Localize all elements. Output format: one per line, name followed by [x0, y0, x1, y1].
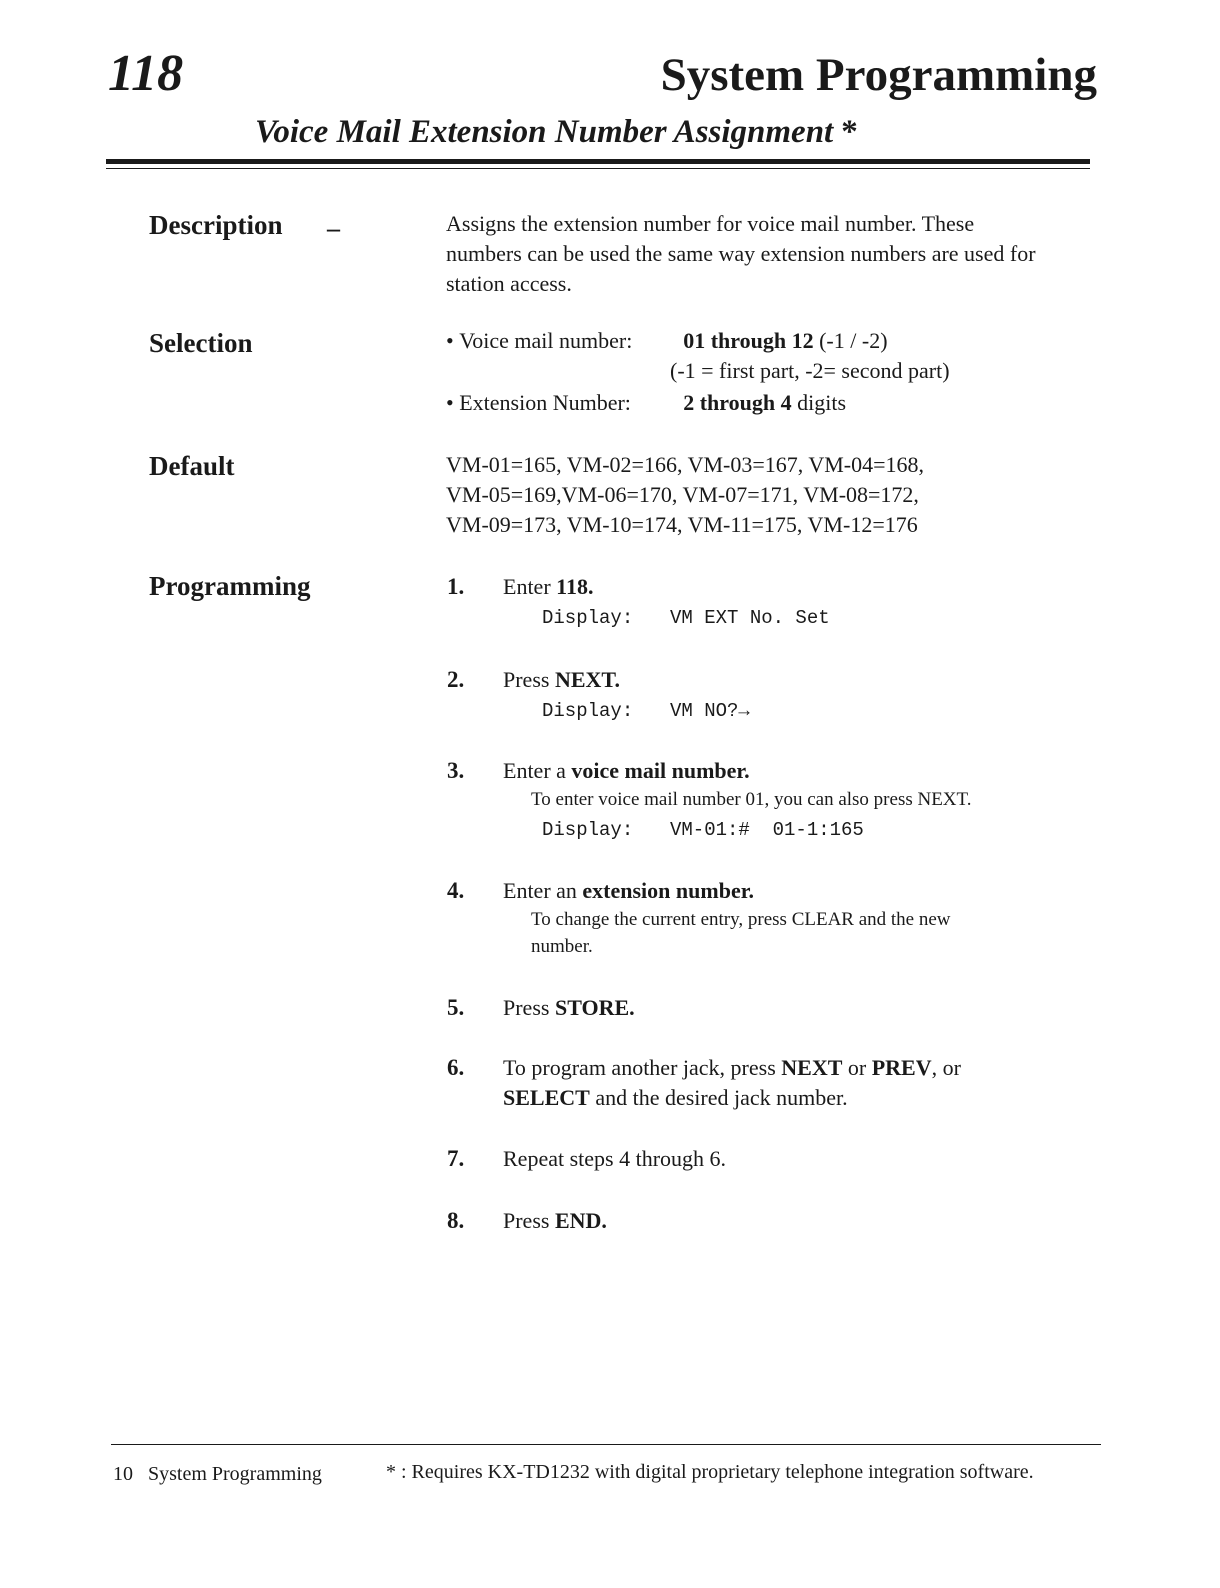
step-number: 3.	[447, 758, 465, 783]
step-key: voice mail number	[571, 758, 745, 783]
description-text	[446, 209, 1036, 299]
step-key: STORE	[554, 995, 630, 1020]
description-line: Assigns the extension number for voice mail number. These	[446, 211, 975, 236]
step-text	[503, 1206, 607, 1236]
selection-item-extension-number	[446, 388, 846, 418]
step-text-post: .	[748, 878, 754, 903]
step-text-pre: Enter	[503, 574, 557, 599]
step-text-pre: To program another jack, press	[503, 1055, 782, 1080]
description-line: numbers can be used the same way extension numbers are used for	[446, 241, 1036, 266]
selection-item-name: Extension Number:	[459, 390, 631, 415]
step-number: 4.	[447, 878, 465, 903]
selection-item-range: 01 through 12	[683, 328, 814, 353]
selection-item-suffix: (-1 / -2)	[813, 328, 888, 353]
step-text	[503, 756, 750, 786]
step-text: Repeat steps 4 through 6.	[503, 1146, 727, 1171]
display-value: VM EXT No. Set	[670, 607, 830, 629]
step-number: 7.	[447, 1146, 465, 1171]
selection-item-range: 2 through 4	[683, 390, 792, 415]
step-note-line: number.	[531, 936, 593, 957]
step-text-post: .	[744, 758, 750, 783]
footer-rule	[111, 1444, 1101, 1445]
bullet: •	[446, 390, 454, 415]
selection-item-voice-mail-number	[446, 326, 888, 356]
display-label: Display:	[542, 607, 634, 629]
footer-page-info	[113, 1464, 322, 1484]
step-text-line	[503, 1053, 961, 1083]
step-text	[503, 876, 754, 906]
description-dash: –	[327, 214, 340, 243]
step-key: END	[554, 1208, 602, 1233]
selection-item-suffix: digits	[791, 390, 847, 415]
selection-item-note	[670, 356, 950, 386]
selection-label: Selection	[149, 328, 253, 358]
display-label: Display:	[542, 819, 634, 841]
programming-label: Programming	[149, 571, 311, 601]
step-text-post: , or	[931, 1055, 961, 1080]
footer-note-text: : Requires KX-TD1232 with digital proprietary telephone integration software.	[396, 1461, 1034, 1483]
step-key: SELECT	[503, 1085, 590, 1110]
page-header-title: System Programming	[660, 49, 1097, 101]
step-text-pre: Press	[503, 1208, 555, 1233]
step-text-post: and the desired jack number.	[589, 1085, 848, 1110]
step-note	[531, 906, 951, 960]
step-text	[503, 572, 593, 602]
step-key: extension number	[582, 878, 749, 903]
selection-item-name: Voice mail number:	[459, 328, 633, 353]
step-number: 8.	[447, 1208, 465, 1233]
display-readout	[542, 817, 864, 843]
step-number: 6.	[447, 1055, 465, 1080]
default-line: VM-09=173, VM-10=174, VM-11=175, VM-12=176	[446, 512, 918, 537]
display-readout	[542, 698, 750, 724]
step-text-pre: Press	[503, 667, 555, 692]
step-note: To enter voice mail number 01, you can also press NEXT.	[531, 789, 972, 810]
step-text-pre: Press	[503, 995, 555, 1020]
step-text-pre: Enter a	[503, 758, 572, 783]
default-values	[446, 450, 924, 540]
default-line: VM-05=169,VM-06=170, VM-07=171, VM-08=172,	[446, 482, 919, 507]
step-text-pre: Enter an	[503, 878, 583, 903]
footer-note	[386, 1462, 1034, 1482]
page-number: 10	[113, 1463, 133, 1485]
display-readout	[542, 605, 830, 631]
step-number: 1.	[447, 574, 465, 599]
bullet: •	[446, 328, 454, 353]
description-label: Description	[149, 210, 283, 240]
header-rule-thick	[106, 159, 1090, 164]
step-number: 5.	[447, 995, 465, 1020]
step-note-line: To change the current entry, press CLEAR and the new	[531, 909, 951, 930]
step-text-line	[503, 1083, 961, 1113]
step-text-post: .	[601, 1208, 607, 1233]
step-text	[503, 993, 635, 1023]
step-text	[503, 1053, 961, 1113]
step-text-post: .	[629, 995, 635, 1020]
asterisk-mark: *	[841, 114, 858, 150]
step-key: 118	[556, 574, 588, 599]
footer-section: System Programming	[148, 1463, 322, 1485]
section-title	[255, 116, 858, 149]
step-text	[503, 665, 620, 695]
display-value: VM-01:# 01-1:165	[670, 819, 864, 841]
step-key: NEXT	[781, 1055, 843, 1080]
default-line: VM-01=165, VM-02=166, VM-03=167, VM-04=168,	[446, 452, 925, 477]
section-title-text: Voice Mail Extension Number Assignment	[255, 114, 834, 150]
step-key: NEXT	[554, 667, 615, 692]
step-text-mid: or	[842, 1055, 872, 1080]
display-value: VM NO?→	[670, 700, 750, 722]
step-key: PREV	[871, 1055, 932, 1080]
header-rule-thin	[106, 168, 1090, 169]
step-text-post: .	[587, 574, 594, 599]
display-label: Display:	[542, 700, 634, 722]
asterisk-mark: *	[386, 1461, 396, 1483]
default-label: Default	[149, 451, 235, 481]
program-number: 118	[108, 45, 184, 102]
description-line: station access.	[446, 271, 572, 296]
step-number: 2.	[447, 667, 465, 692]
selection-item-note-text: (-1 = first part, -2= second part)	[670, 358, 950, 383]
step-text-post: .	[614, 667, 620, 692]
